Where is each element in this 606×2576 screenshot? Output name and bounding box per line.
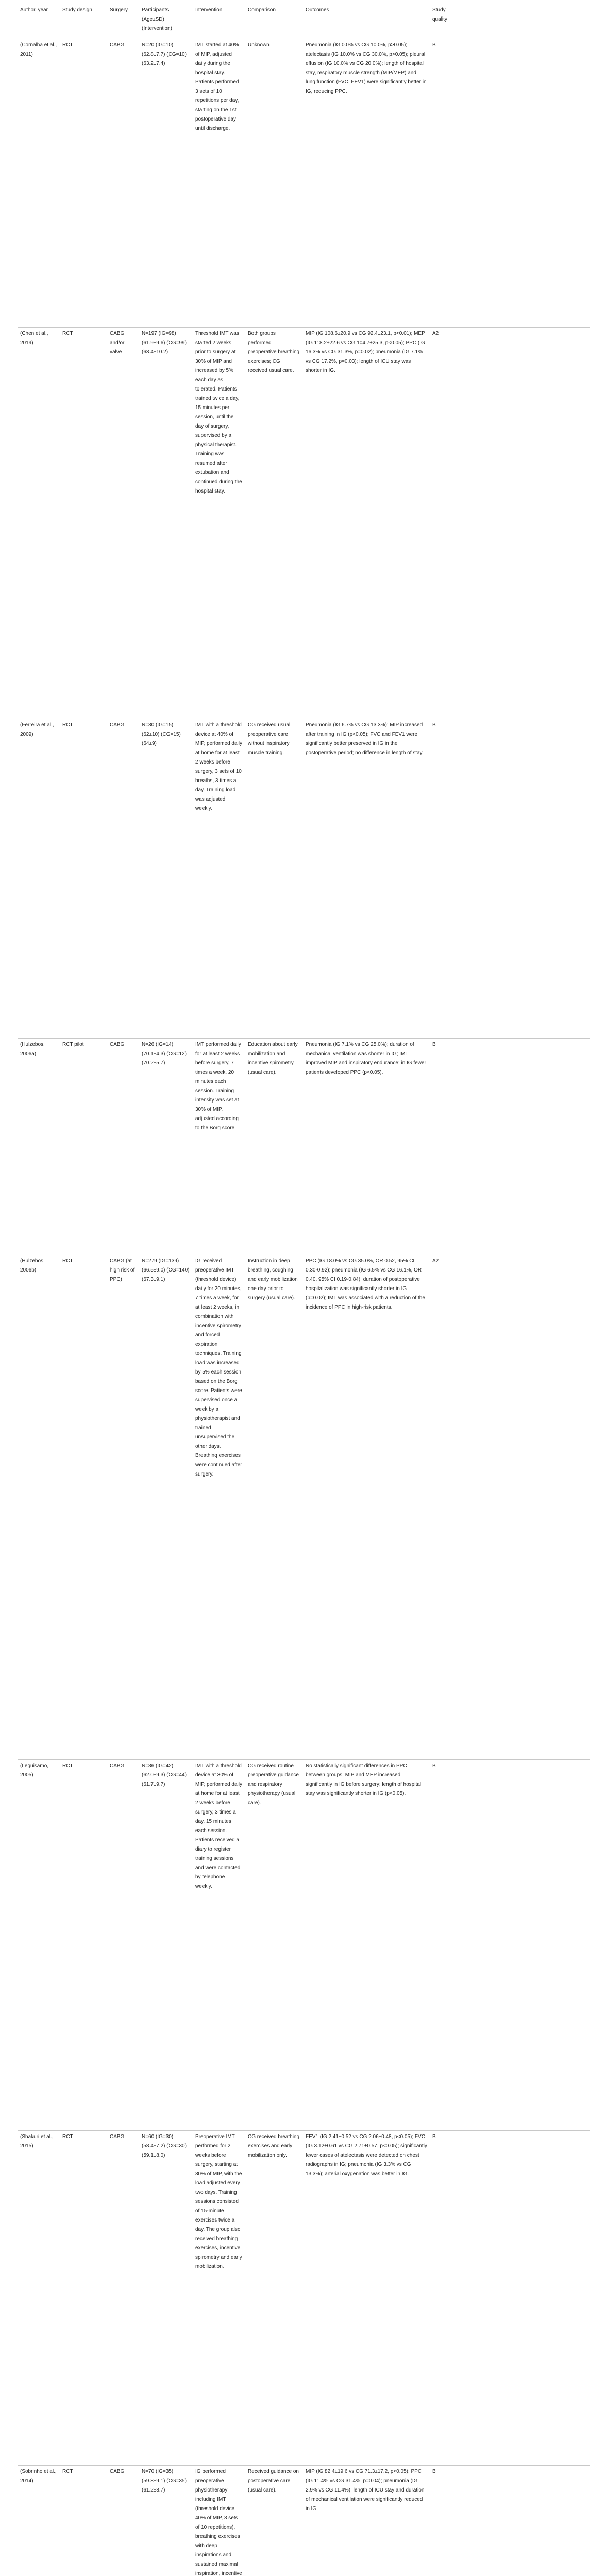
cell-participants: N=279 (IG=139) (66.5±9.0) (CG=140) (67.3±9.1) <box>139 1255 193 1760</box>
table-row <box>18 328 590 719</box>
cell-participants: N=60 (IG=30) (58.4±7.2) (CG=30) (59.1±8.0) <box>139 2131 193 2466</box>
cell-outcomes: Pneumonia (IG 7.1% vs CG 25.0%); duration of mechanical ventilation was shorter in IG; IMT improved MIP and inspiratory endurance; in IG fewer patients developed PPC (p<0.05). <box>303 1039 430 1255</box>
cell-blank <box>450 39 590 328</box>
cell-outcomes: MIP (IG 82.4±19.6 vs CG 71.3±17.2, p<0.05); PPC (IG 11.4% vs CG 31.4%, p=0.04); pneumonia (IG 2.9% vs CG 11.4%); length of ICU stay and duration of mechanical ventilation were significantly reduced in IG. <box>303 2466 430 2576</box>
cell-study-quality: B <box>430 2466 450 2576</box>
cell-study-design: RCT <box>60 1760 107 2131</box>
cell-author: (Chen et al., 2019) <box>18 328 60 719</box>
cell-comparison: Instruction in deep breathing, coughing and early mobilization one day prior to surgery (usual care). <box>245 1255 303 1760</box>
cell-outcomes: Pneumonia (IG 6.7% vs CG 13.3%); MIP increased after training in IG (p<0.05); FVC and FEV1 were significantly better preserved in IG in the postoperative period; no difference in length of stay. <box>303 719 430 1039</box>
table-row <box>18 39 590 328</box>
header-participants: Participants (Age±SD) (Intervention) <box>139 4 193 39</box>
cell-study-quality: B <box>430 39 450 328</box>
table-row <box>18 2466 590 2576</box>
cell-comparison: Unknown <box>245 39 303 328</box>
header-study-quality: Study quality <box>430 4 450 39</box>
cell-study-quality: B <box>430 2131 450 2466</box>
cell-comparison: CG received routine preoperative guidance and respiratory physiotherapy (usual care). <box>245 1760 303 2131</box>
cell-surgery: CABG <box>107 1039 139 1255</box>
cell-comparison: CG received breathing exercises and early mobilization only. <box>245 2131 303 2466</box>
cell-study-quality: A2 <box>430 328 450 719</box>
cell-study-quality: B <box>430 719 450 1039</box>
cell-participants: N=70 (IG=35) (59.8±9.1) (CG=35) (61.2±8.7) <box>139 2466 193 2576</box>
cell-author: (Ferreira et al., 2009) <box>18 719 60 1039</box>
cell-intervention: IG received preoperative IMT (threshold device) daily for 20 minutes, 7 times a week, for at least 2 weeks, in combination with incentive spirometry and forced expiration techniques. Training load was increased by 5% each session based on the Borg score. Patients were supervised once a week by a physiotherapist and trained unsupervised the other days. Breathing exercises were continued after surgery. <box>193 1255 245 1760</box>
cell-study-design: RCT <box>60 39 107 328</box>
header-study-design: Study design <box>60 4 107 39</box>
cell-blank <box>450 1760 590 2131</box>
table-row <box>18 2131 590 2466</box>
cell-blank <box>450 2131 590 2466</box>
cell-author: (Sobrinho et al., 2014) <box>18 2466 60 2576</box>
cell-surgery: CABG <box>107 2466 139 2576</box>
header-surgery: Surgery <box>107 4 139 39</box>
cell-study-design: RCT <box>60 1255 107 1760</box>
cell-participants: N=20 (IG=10) (62.8±7.7) (CG=10) (63.2±7.4) <box>139 39 193 328</box>
cell-study-quality: B <box>430 1760 450 2131</box>
cell-author: (Leguisamo, 2005) <box>18 1760 60 2131</box>
cell-study-design: RCT <box>60 328 107 719</box>
header-outcomes: Outcomes <box>303 4 430 39</box>
cell-outcomes: FEV1 (IG 2.41±0.52 vs CG 2.06±0.48, p<0.05); FVC (IG 3.12±0.61 vs CG 2.71±0.57, p<0.05); significantly fewer cases of atelectasis were detected on chest radiographs in IG; pneumonia (IG 3.3% vs CG 13.3%); arterial oxygenation was better in IG. <box>303 2131 430 2466</box>
header-blank <box>450 4 590 39</box>
table-row <box>18 1039 590 1255</box>
cell-comparison: CG received usual preoperative care without inspiratory muscle training. <box>245 719 303 1039</box>
cell-outcomes: MIP (IG 108.6±20.9 vs CG 92.4±23.1, p<0.01); MEP (IG 118.2±22.6 vs CG 104.7±25.3, p<0.05); PPC (IG 16.3% vs CG 31.3%, p=0.02); pneumonia (IG 7.1% vs CG 17.2%, p=0.03); length of ICU stay was shorter in IG. <box>303 328 430 719</box>
header-comparison: Comparison <box>245 4 303 39</box>
cell-blank <box>450 2466 590 2576</box>
cell-author: (Hulzebos, 2006b) <box>18 1255 60 1760</box>
cell-participants: N=86 (IG=42) (62.0±9.3) (CG=44) (61.7±9.7) <box>139 1760 193 2131</box>
cell-author: (Cornalha et al., 2011) <box>18 39 60 328</box>
table-body <box>18 39 590 2576</box>
cell-study-quality: A2 <box>430 1255 450 1760</box>
table-row <box>18 719 590 1039</box>
table-row <box>18 1760 590 2131</box>
cell-participants: N=26 (IG=14) (70.1±4.3) (CG=12) (70.2±5.7) <box>139 1039 193 1255</box>
cell-surgery: CABG <box>107 1760 139 2131</box>
cell-outcomes: PPC (IG 18.0% vs CG 35.0%, OR 0.52, 95% CI 0.30-0.92); pneumonia (IG 6.5% vs CG 16.1%, OR 0.40, 95% CI 0.19-0.84); duration of postoperative hospitalization was significantly shorter in IG (p=0.02); IMT was associated with a reduction of the incidence of PPC in high-risk patients. <box>303 1255 430 1760</box>
cell-surgery: CABG (at high risk of PPC) <box>107 1255 139 1760</box>
cell-study-design: RCT <box>60 2466 107 2576</box>
cell-blank <box>450 328 590 719</box>
header-author: Author, year <box>18 4 60 39</box>
cell-surgery: CABG <box>107 2131 139 2466</box>
cell-intervention: Preoperative IMT performed for 2 weeks before surgery, starting at 30% of MIP, with the load adjusted every two days. Training sessions consisted of 15-minute exercises twice a day. The group also received breathing exercises, incentive spirometry and early mobilization. <box>193 2131 245 2466</box>
cell-study-design: RCT pilot <box>60 1039 107 1255</box>
cell-study-design: RCT <box>60 2131 107 2466</box>
cell-author: (Shakuri et al., 2015) <box>18 2131 60 2466</box>
cell-study-quality: B <box>430 1039 450 1255</box>
cell-participants: N=30 (IG=15) (62±10) (CG=15) (64±9) <box>139 719 193 1039</box>
cell-intervention: Threshold IMT was started 2 weeks prior to surgery at 30% of MIP and increased by 5% each day as tolerated. Patients trained twice a day, 15 minutes per session, until the day of surgery, supervised by a physical therapist. Training was resumed after extubation and continued during the hospital stay. <box>193 328 245 719</box>
evidence-table <box>18 4 590 2576</box>
cell-intervention: IMT with a threshold device at 30% of MIP, performed daily at home for at least 2 weeks before surgery, 3 times a day, 15 minutes each session. Patients received a diary to register training sessions and were contacted by telephone weekly. <box>193 1760 245 2131</box>
cell-blank <box>450 1255 590 1760</box>
cell-outcomes: Pneumonia (IG 0.0% vs CG 10.0%, p>0.05); atelectasis (IG 10.0% vs CG 30.0%, p>0.05); pleural effusion (IG 10.0% vs CG 20.0%); length of hospital stay, respiratory muscle strength (MIP/MEP) and lung function (FVC, FEV1) were significantly better in IG, reducing PPC. <box>303 39 430 328</box>
cell-author: (Hulzebos, 2006a) <box>18 1039 60 1255</box>
cell-comparison: Both groups performed preoperative breathing exercises; CG received usual care. <box>245 328 303 719</box>
cell-intervention: IG performed preoperative physiotherapy including IMT (threshold device, 40% of MIP, 3 sets of 10 repetitions), breathing exercises with deep inspirations and sustained maximal inspiration, incentive <box>193 2466 245 2576</box>
evidence-table-container <box>18 4 590 2576</box>
cell-comparison: Received guidance on postoperative care (usual care). <box>245 2466 303 2576</box>
table-header <box>18 4 590 39</box>
cell-study-design: RCT <box>60 719 107 1039</box>
cell-comparison: Education about early mobilization and incentive spirometry (usual care). <box>245 1039 303 1255</box>
table-row <box>18 1255 590 1760</box>
header-row <box>18 4 590 39</box>
cell-intervention: IMT started at 40% of MIP, adjusted daily during the hospital stay. Patients performed 3 sets of 10 repetitions per day, starting on the 1st postoperative day until discharge. <box>193 39 245 328</box>
cell-surgery: CABG and/or valve <box>107 328 139 719</box>
cell-surgery: CABG <box>107 719 139 1039</box>
cell-intervention: IMT performed daily for at least 2 weeks before surgery, 7 times a week, 20 minutes each session. Training intensity was set at 30% of MIP, adjusted according to the Borg score. <box>193 1039 245 1255</box>
cell-intervention: IMT with a threshold device at 40% of MIP, performed daily at home for at least 2 weeks before surgery, 3 sets of 10 breaths, 3 times a day. Training load was adjusted weekly. <box>193 719 245 1039</box>
cell-blank <box>450 719 590 1039</box>
cell-surgery: CABG <box>107 39 139 328</box>
cell-outcomes: No statistically significant differences in PPC between groups; MIP and MEP increased significantly in IG before surgery; length of hospital stay was significantly shorter in IG (p<0.05). <box>303 1760 430 2131</box>
header-intervention: Intervention <box>193 4 245 39</box>
cell-participants: N=197 (IG=98) (61.9±9.6) (CG=99) (63.4±10.2) <box>139 328 193 719</box>
cell-blank <box>450 1039 590 1255</box>
